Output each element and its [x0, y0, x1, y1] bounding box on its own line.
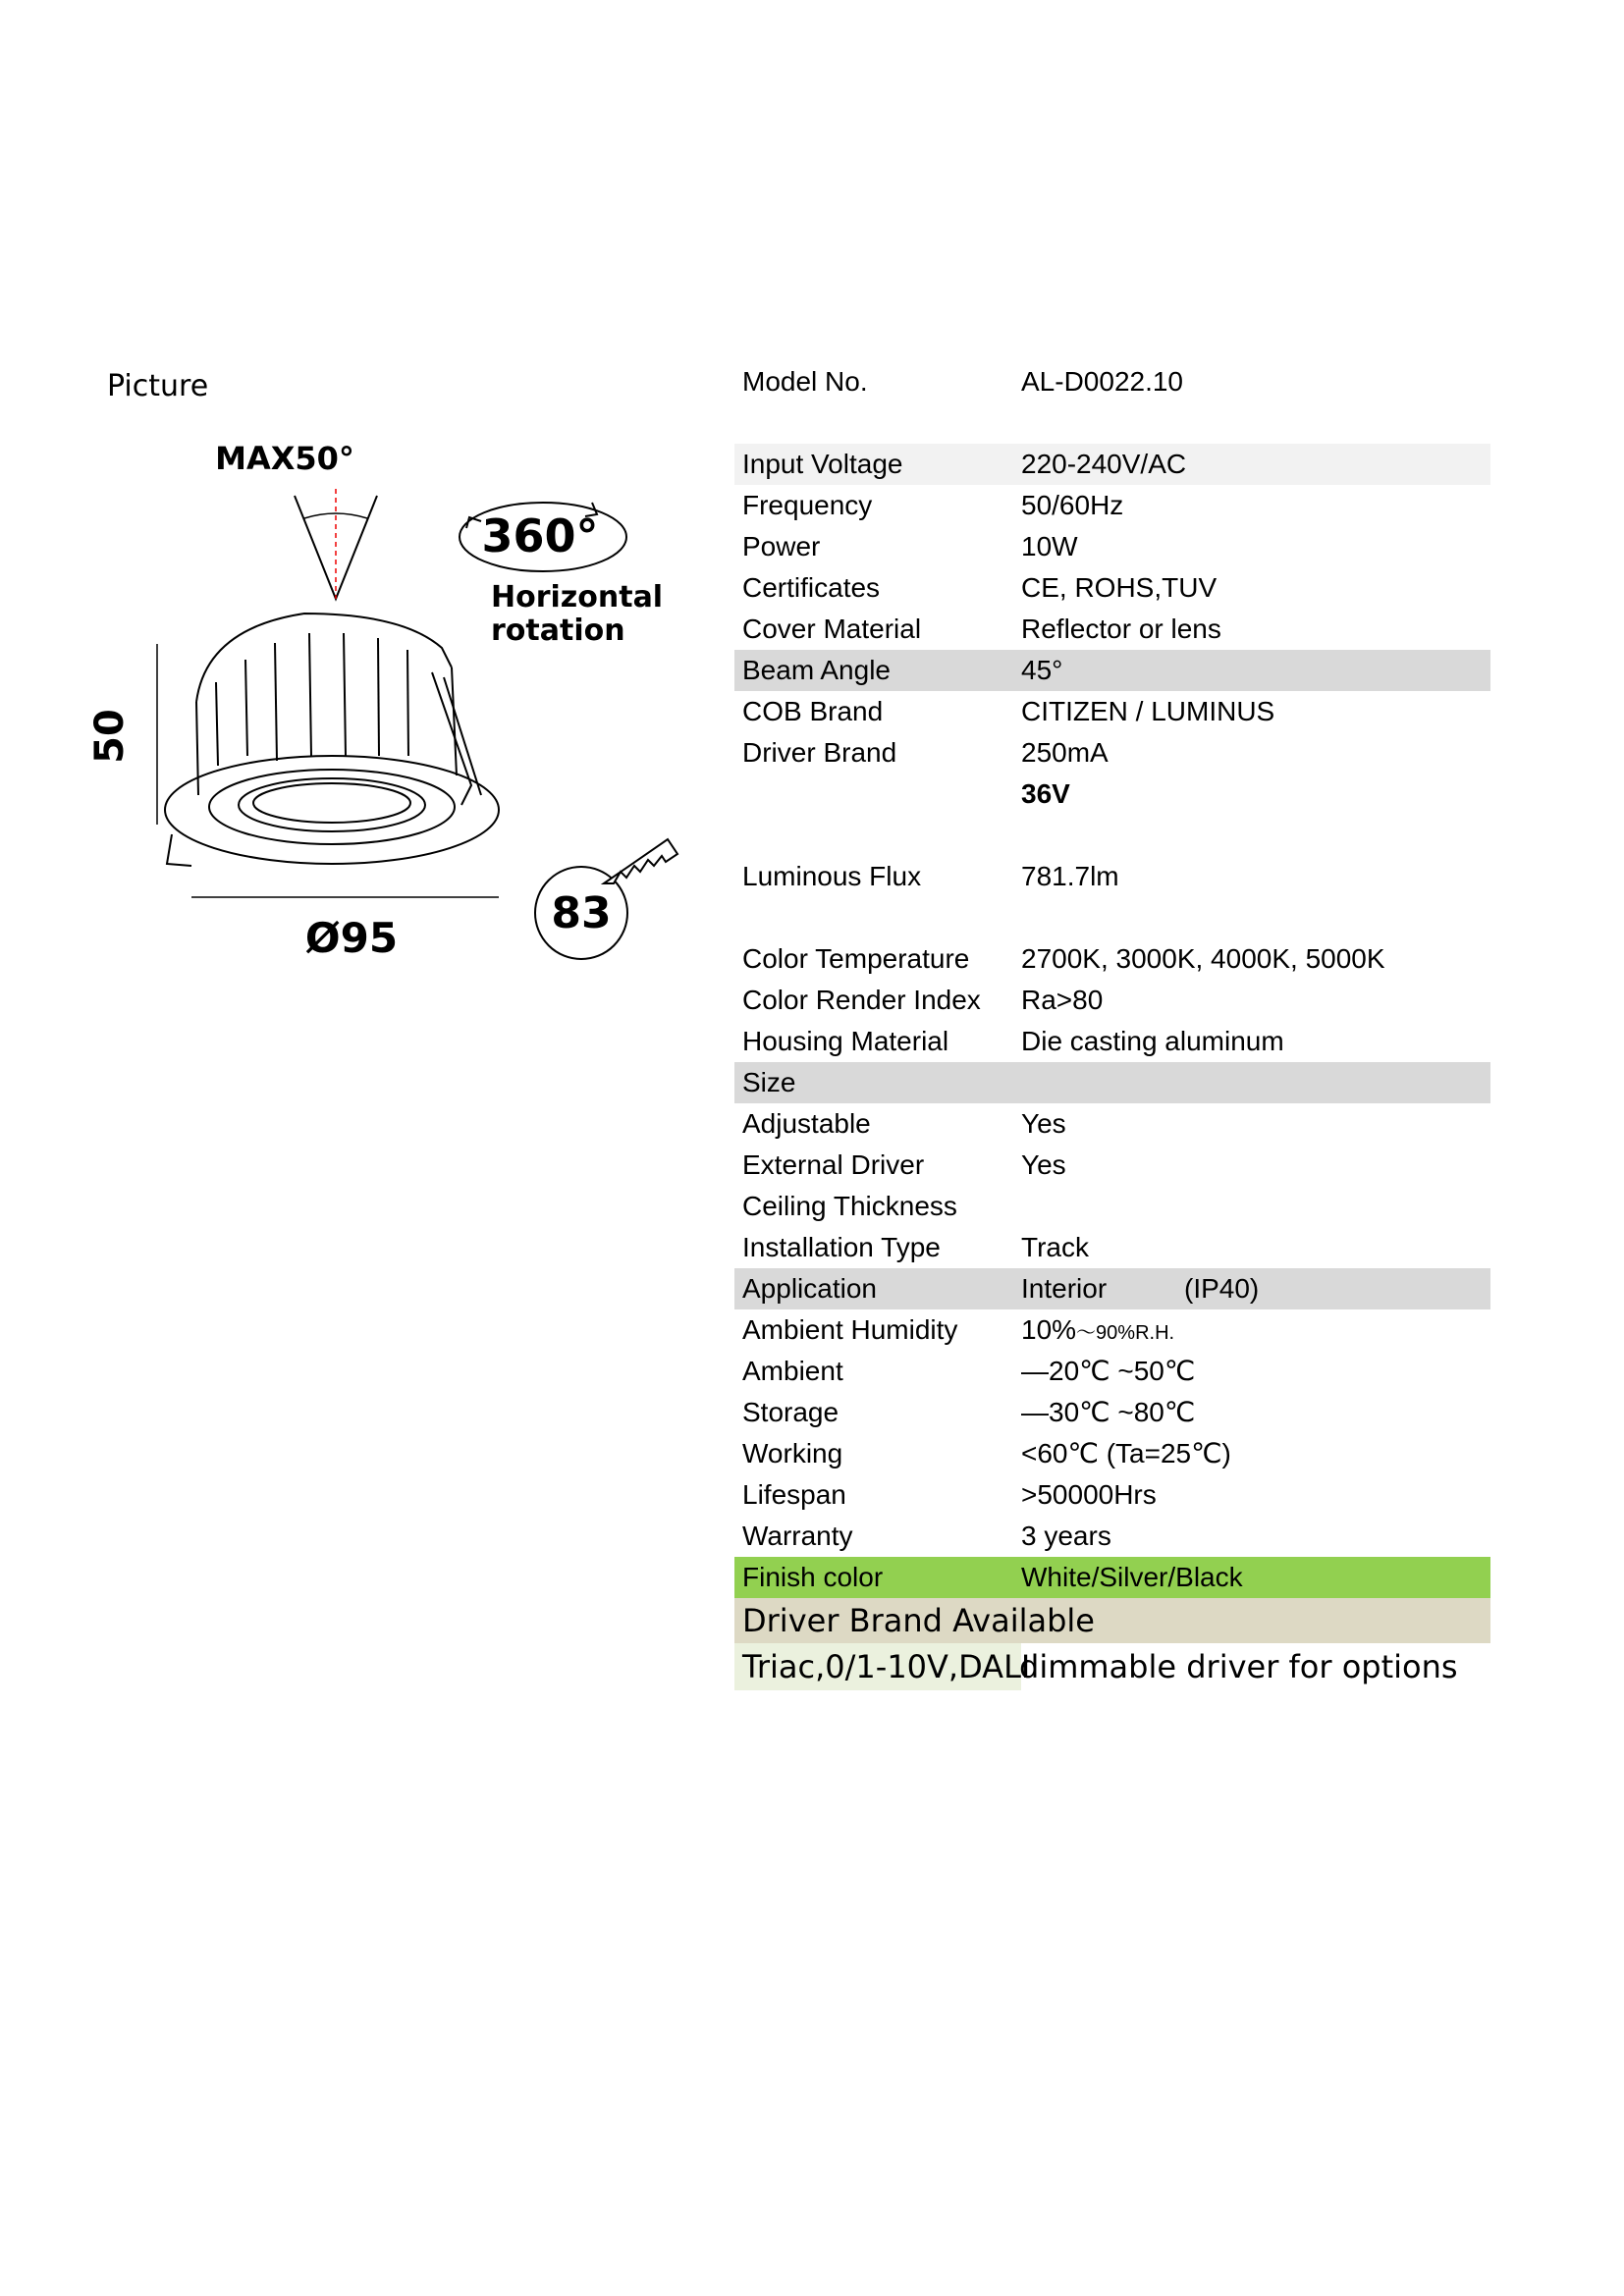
row-value: 10W: [1021, 531, 1078, 561]
driver-options-key: Triac,0/1-10V,DALI: [742, 1648, 1031, 1685]
spec-table: [734, 361, 1490, 1690]
model-value: AL-D0022.10: [1021, 366, 1184, 397]
row-color-temperature: [734, 938, 1490, 980]
row-key: Certificates: [742, 572, 881, 603]
row-value: [1021, 1309, 1174, 1354]
humidity-high: ～90%R.H.: [1076, 1322, 1175, 1344]
row-key: Ceiling Thickness: [742, 1191, 957, 1221]
row-value: Track: [1021, 1232, 1089, 1262]
rotation-arrow-left: [466, 517, 481, 528]
row-key: Ambient: [742, 1356, 843, 1386]
row-working: [734, 1433, 1490, 1474]
row-external-driver: [734, 1145, 1490, 1186]
row-value: >50000Hrs: [1021, 1479, 1157, 1510]
height-label: 50: [87, 709, 133, 764]
model-row: [734, 361, 1490, 400]
row-power: [734, 526, 1490, 567]
row-key: COB Brand: [742, 696, 884, 726]
row-key: Luminous Flux: [742, 861, 922, 891]
driver-available-row: [734, 1598, 1490, 1643]
row-size: [734, 1062, 1490, 1103]
row-storage: [734, 1392, 1490, 1433]
row-ambient: [734, 1351, 1490, 1392]
saw-icon: [604, 839, 677, 883]
row-value: 50/60Hz: [1021, 490, 1124, 520]
humidity-low: 10%: [1021, 1314, 1077, 1345]
row-housing: [734, 1021, 1490, 1062]
row-value: CITIZEN / LUMINUS: [1021, 696, 1275, 726]
row-value: Interior: [1021, 1273, 1108, 1304]
picture-label: Picture: [107, 369, 209, 403]
row-input-voltage: [734, 444, 1490, 485]
row-installation: [734, 1227, 1490, 1268]
cutout-label: 83: [551, 888, 612, 938]
row-key: Input Voltage: [742, 449, 903, 479]
diameter-label: Ø95: [304, 914, 399, 962]
row-key: Lifespan: [742, 1479, 846, 1510]
row-key: Working: [742, 1438, 843, 1468]
row-key: Color Temperature: [742, 943, 970, 974]
model-key: Model No.: [742, 366, 868, 397]
rotation-degrees: 360°: [481, 509, 599, 562]
row-key: Frequency: [742, 490, 873, 520]
row-key: Beam Angle: [742, 655, 891, 685]
row-value: Yes: [1021, 1149, 1066, 1180]
row-value: CE, ROHS,TUV: [1021, 572, 1218, 603]
row-value: 2700K, 3000K, 4000K, 5000K: [1021, 943, 1385, 974]
row-value: 250mA: [1021, 737, 1109, 768]
product-drawing: [79, 432, 707, 982]
row-key: External Driver: [742, 1149, 925, 1180]
row-value: 3 years: [1021, 1521, 1111, 1551]
row-value: Die casting aluminum: [1021, 1026, 1284, 1056]
row-key: Adjustable: [742, 1108, 871, 1139]
row-key: Warranty: [742, 1521, 853, 1551]
angle-label: MAX50°: [215, 440, 354, 477]
row-value: 45°: [1021, 655, 1063, 685]
row-value: —20℃ ~50℃: [1021, 1356, 1196, 1386]
row-key: Storage: [742, 1397, 839, 1427]
row-value: Reflector or lens: [1021, 614, 1221, 644]
row-key: Driver Brand: [742, 737, 897, 768]
row-luminous-flux: [734, 856, 1490, 897]
row-key: Color Render Index: [742, 985, 981, 1015]
row-key: Size: [742, 1067, 796, 1097]
row-cri: [734, 980, 1490, 1021]
row-value: —30℃ ~80℃: [1021, 1397, 1196, 1427]
row-value: 781.7lm: [1021, 861, 1119, 891]
row-value: White/Silver/Black: [1021, 1562, 1243, 1592]
driver-available-label: Driver Brand Available: [742, 1602, 1095, 1639]
row-driver-voltage: [734, 774, 1490, 815]
row-value: Yes: [1021, 1108, 1066, 1139]
row-frequency: [734, 485, 1490, 526]
row-key: Ambient Humidity: [742, 1314, 958, 1345]
row-value: <60℃ (Ta=25℃): [1021, 1438, 1231, 1468]
row-adjustable: [734, 1103, 1490, 1145]
rotation-text-1: Horizontal: [491, 580, 664, 614]
row-humidity: [734, 1309, 1490, 1351]
row-key: Cover Material: [742, 614, 922, 644]
row-value: 220-240V/AC: [1021, 449, 1187, 479]
row-value: Ra>80: [1021, 985, 1104, 1015]
row-application: [734, 1268, 1490, 1309]
row-cover-material: [734, 609, 1490, 650]
row-key: Power: [742, 531, 821, 561]
driver-options-value: dimmable driver for options: [1019, 1648, 1458, 1685]
row-beam-angle: [734, 650, 1490, 691]
row-key: Finish color: [742, 1562, 884, 1592]
ip-rating: (IP40): [1184, 1273, 1260, 1304]
row-lifespan: [734, 1474, 1490, 1516]
row-finish: [734, 1557, 1490, 1598]
downlight-body: [165, 614, 499, 866]
rotation-text-2: rotation: [491, 614, 625, 648]
row-ceiling-thickness: [734, 1186, 1490, 1227]
row-key: Installation Type: [742, 1232, 941, 1262]
row-key: Application: [742, 1273, 877, 1304]
row-certificates: [734, 567, 1490, 609]
driver-options-row: [734, 1643, 1490, 1690]
row-warranty: [734, 1516, 1490, 1557]
row-value: 36V: [1021, 778, 1070, 809]
row-key: Housing Material: [742, 1026, 949, 1056]
row-cob-brand: [734, 691, 1490, 732]
row-driver-brand: [734, 732, 1490, 774]
